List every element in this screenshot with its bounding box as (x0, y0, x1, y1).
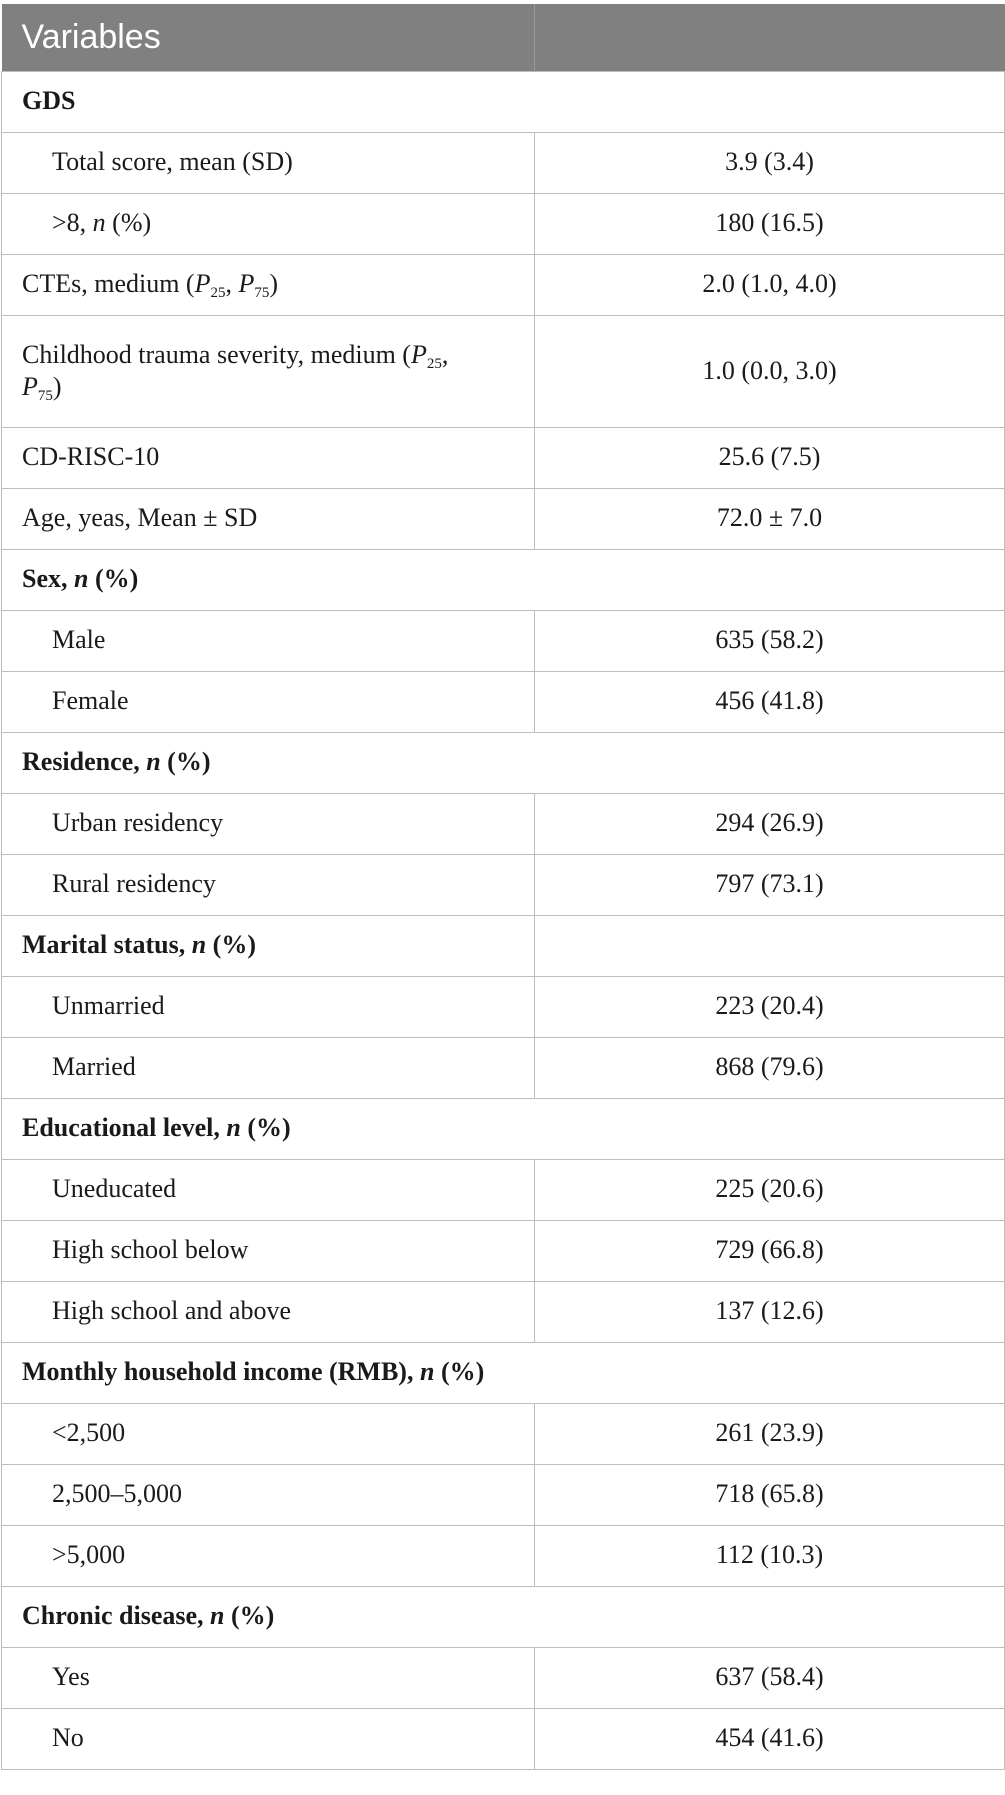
row-value: 635 (58.2) (535, 610, 1005, 671)
row-value: 1.0 (0.0, 3.0) (535, 315, 1005, 427)
row-label: Rural residency (2, 854, 535, 915)
row-value: 637 (58.4) (535, 1647, 1005, 1708)
row-label: Age, yeas, Mean ± SD (2, 488, 535, 549)
row-label: Urban residency (2, 793, 535, 854)
row-label: Unmarried (2, 976, 535, 1037)
table-row (2, 1281, 1005, 1342)
row-value: 797 (73.1) (535, 854, 1005, 915)
section-row-sex (2, 549, 1005, 610)
row-label: Childhood trauma severity, medium ($P_{25}$, $P_{75}$) (2, 315, 535, 427)
row-value: 454 (41.6) (535, 1708, 1005, 1769)
section-row-gds (2, 71, 1005, 132)
table-row (2, 254, 1005, 315)
row-value: 261 (23.9) (535, 1403, 1005, 1464)
row-label: Uneducated (2, 1159, 535, 1220)
row-label: <2,500 (2, 1403, 535, 1464)
section-row-chronic (2, 1586, 1005, 1647)
section-row-residence (2, 732, 1005, 793)
table-row (2, 1708, 1005, 1769)
row-value: 729 (66.8) (535, 1220, 1005, 1281)
header-variables: Variables (2, 4, 535, 71)
table-row (2, 793, 1005, 854)
section-label: Sex, n (%) (2, 549, 1005, 610)
table-row (2, 1220, 1005, 1281)
row-value: 72.0 ± 7.0 (535, 488, 1005, 549)
table-row (2, 132, 1005, 193)
table-row (2, 488, 1005, 549)
table-row (2, 1464, 1005, 1525)
table-row (2, 671, 1005, 732)
row-value: 868 (79.6) (535, 1037, 1005, 1098)
row-value: 137 (12.6) (535, 1281, 1005, 1342)
row-value-empty (535, 915, 1005, 976)
row-value: 225 (20.6) (535, 1159, 1005, 1220)
header-value (535, 4, 1005, 71)
table-row (2, 1647, 1005, 1708)
row-label: >5,000 (2, 1525, 535, 1586)
row-label: Married (2, 1037, 535, 1098)
table-row (2, 854, 1005, 915)
table-row (2, 427, 1005, 488)
table-row (2, 1037, 1005, 1098)
row-label: Female (2, 671, 535, 732)
section-label: Marital status, n (%) (2, 915, 535, 976)
row-value: 2.0 (1.0, 4.0) (535, 254, 1005, 315)
table-row (2, 1403, 1005, 1464)
row-value: 112 (10.3) (535, 1525, 1005, 1586)
section-label: Educational level, n (%) (2, 1098, 1005, 1159)
row-label: CTEs, medium ($P_{25}$, $P_{75}$) (2, 254, 535, 315)
section-label: Chronic disease, n (%) (2, 1586, 1005, 1647)
table-row (2, 610, 1005, 671)
section-label: Monthly household income (RMB), n (%) (2, 1342, 1005, 1403)
section-row-education (2, 1098, 1005, 1159)
row-label: Yes (2, 1647, 535, 1708)
section-row-income (2, 1342, 1005, 1403)
row-value: 223 (20.4) (535, 976, 1005, 1037)
section-label: Residence, n (%) (2, 732, 1005, 793)
row-value: 25.6 (7.5) (535, 427, 1005, 488)
row-label: Male (2, 610, 535, 671)
table-row (2, 1525, 1005, 1586)
table-row (2, 193, 1005, 254)
row-label: Total score, mean (SD) (2, 132, 535, 193)
row-label: No (2, 1708, 535, 1769)
row-value: 180 (16.5) (535, 193, 1005, 254)
table-row (2, 976, 1005, 1037)
table-row (2, 315, 1005, 427)
section-row-marital (2, 915, 1005, 976)
row-value: 294 (26.9) (535, 793, 1005, 854)
row-value: 718 (65.8) (535, 1464, 1005, 1525)
row-label: CD-RISC-10 (2, 427, 535, 488)
row-value: 3.9 (3.4) (535, 132, 1005, 193)
section-label: GDS (2, 71, 1005, 132)
table-row (2, 1159, 1005, 1220)
row-label: High school below (2, 1220, 535, 1281)
row-label: 2,500–5,000 (2, 1464, 535, 1525)
row-value: 456 (41.8) (535, 671, 1005, 732)
header-row (2, 4, 1005, 71)
row-label: High school and above (2, 1281, 535, 1342)
characteristics-table (1, 4, 1005, 1770)
row-label: >8, n (%) (2, 193, 535, 254)
